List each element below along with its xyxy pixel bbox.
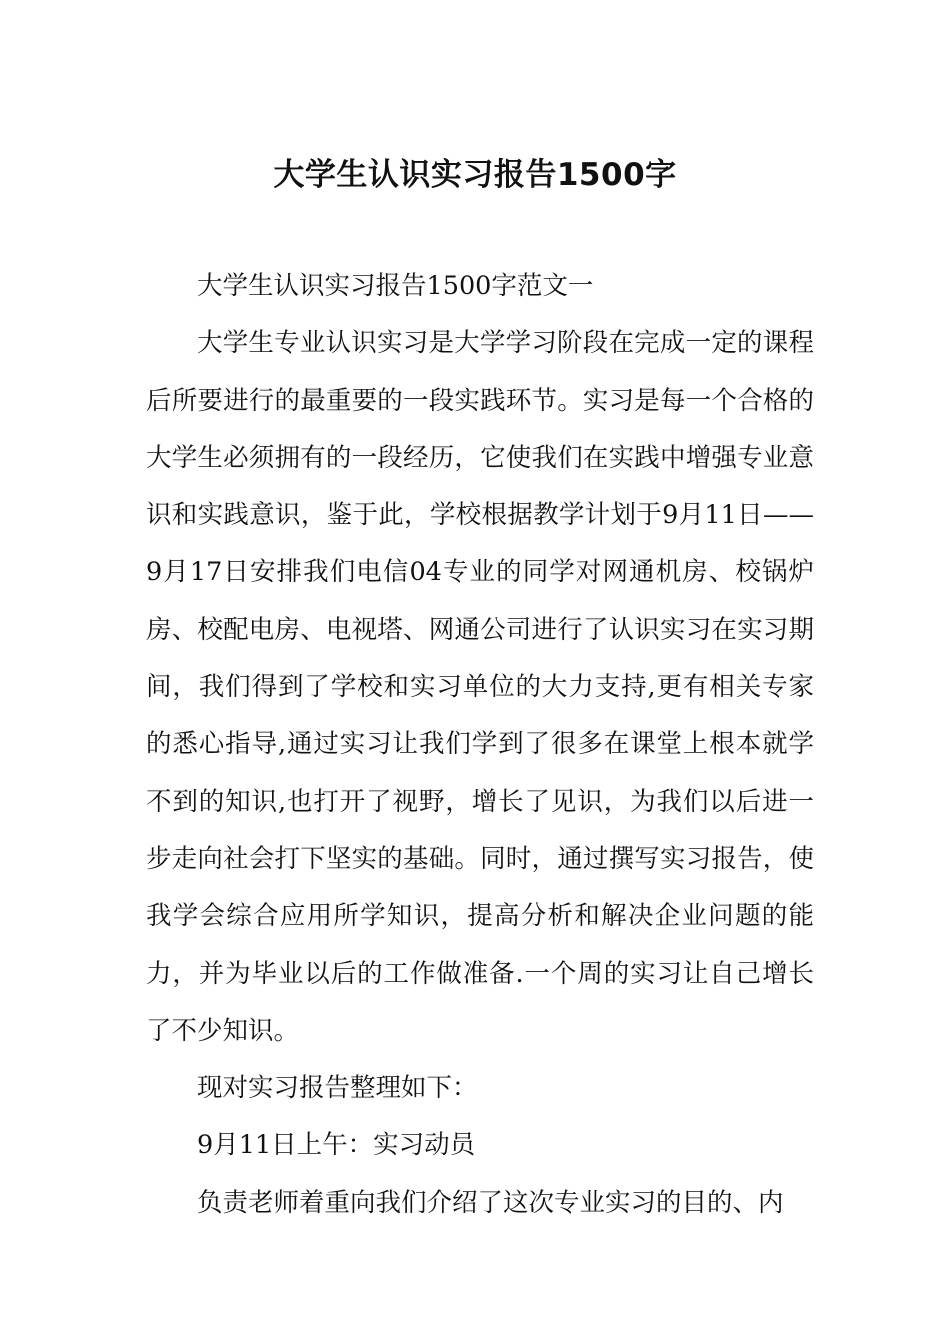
document-title: 大学生认识实习报告1500字 bbox=[273, 156, 677, 193]
document-body bbox=[146, 258, 814, 1232]
paragraph-mobilization: 负责老师着重向我们介绍了这次专业实习的目的、内 bbox=[197, 1187, 784, 1218]
paragraph-report-summary: 现对实习报告整理如下： bbox=[197, 1073, 478, 1104]
paragraph-schedule-heading: 9月11日上午：实习动员 bbox=[197, 1130, 476, 1161]
paragraph-intro: 大学生专业认识实习是大学学习阶段在完成一定的课程后所要进行的最重要的一段实践环节。实习是每一个合格的大学生必须拥有的一段经历，它使我们在实践中增强专业意识和实践意识，鉴于此，学校根据教学计划于9月11日——9月17日安排我们电信04专业的同学对网通机房、校锅炉房、校配电房、电视塔、网通公司进行了认识实习在实习期间，我们得到了学校和实习单位的大力支持,更有相关专家的悉心指导,通过实习让我们学到了很多在课堂上根本就学不到的知识,也打开了视野，增长了见识，为我们以后进一步走向社会打下坚实的基础。同时，通过撰写实习报告，使我学会综合应用所学知识，提高分析和解决企业问题的能力，并为毕业以后的工作做准备.一个周的实习让自己增长了不少知识。 bbox=[146, 328, 814, 1046]
paragraph-subtitle: 大学生认识实习报告1500字范文一 bbox=[197, 271, 594, 301]
